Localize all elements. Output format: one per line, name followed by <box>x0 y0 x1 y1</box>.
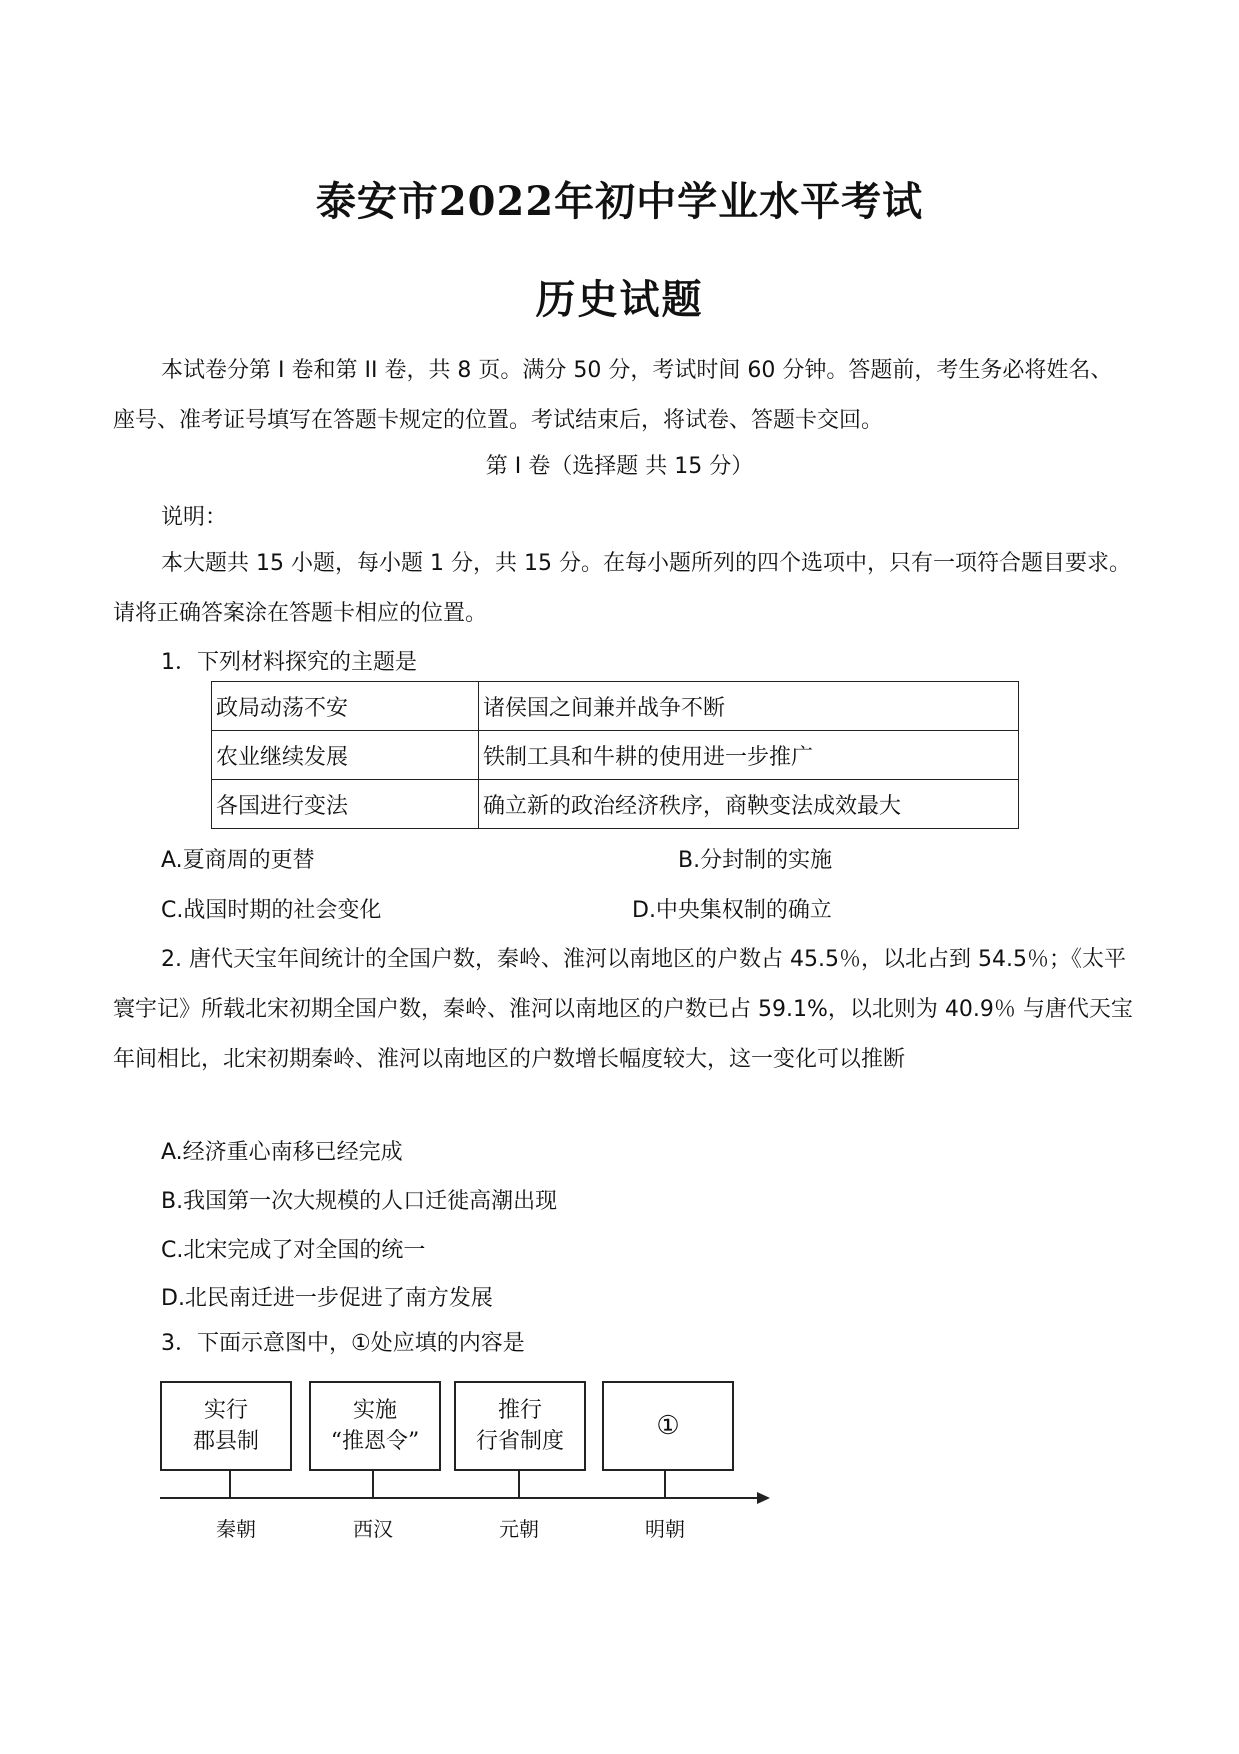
box-line: 实施 <box>352 1398 397 1423</box>
intro-text: 本试卷分第 I 卷和第 II 卷，共 8 页。满分 50 分，考试时间 60 分钟。答题前，考生务必将姓名、座号、准考证号填写在答题卡规定的位置。考试结束后，将试卷、答题卡交回。 <box>113 358 1113 433</box>
note-text: 本大题共 15 小题，每小题 1 分，共 15 分。在每小题所列的四个选项中，只有一项符合题目要求。请将正确答案涂在答题卡相应的位置。 <box>113 551 1131 626</box>
note-label: 说明： <box>161 505 228 530</box>
q2-stem: 2. 唐代天宝年间统计的全国户数，秦岭、淮河以南地区的户数占 45.5％，以北占到 54.5％；《太平寰宇记》所载北宋初期全国户数，秦岭、淮河以南地区的户数已占 59.1%，以北则为 40.9％ 与唐代天宝年间相比，北宋初期秦岭、淮河以南地区的户数增长幅度较大，这一变化可以推断 <box>113 947 1133 1072</box>
table-cell: 确立新的政治经济秩序，商鞅变法成效最大 <box>479 780 1019 829</box>
box-line: 行省制度 <box>475 1429 564 1454</box>
exam-subtitle: 历史试题 <box>535 276 704 323</box>
q3-timeline-diagram <box>152 1373 777 1553</box>
timeline-box-yuan <box>454 1381 586 1471</box>
section-title: 第 I 卷（选择题 共 15 分） <box>485 454 754 479</box>
box-line: 推行 <box>497 1398 542 1423</box>
q1-material-table <box>211 681 1019 829</box>
q3-stem: 3．下面示意图中，①处应填的内容是 <box>161 1331 525 1356</box>
timeline-label-yuan: 元朝 <box>499 1517 539 1541</box>
timeline-label-qin: 秦朝 <box>216 1517 256 1541</box>
q1-option-d: D.中央集权制的确立 <box>632 898 832 923</box>
note-paragraph <box>113 539 1133 639</box>
timeline-label-western-han: 西汉 <box>353 1517 393 1541</box>
table-row <box>212 682 1019 731</box>
q1-option-c: C.战国时期的社会变化 <box>161 898 382 923</box>
arrow-head-icon <box>757 1492 770 1504</box>
timeline-label-ming: 明朝 <box>645 1517 685 1541</box>
table-cell: 农业继续发展 <box>212 731 479 780</box>
box-line: 实行 <box>203 1398 248 1423</box>
table-cell: 各国进行变法 <box>212 780 479 829</box>
table-cell: 铁制工具和牛耕的使用进一步推广 <box>479 731 1019 780</box>
q2-option-d: D.北民南迁进一步促进了南方发展 <box>161 1286 493 1311</box>
table-row <box>212 780 1019 829</box>
box-line: ① <box>656 1410 680 1441</box>
timeline-box-western-han <box>309 1381 441 1471</box>
table-cell: 诸侯国之间兼并战争不断 <box>479 682 1019 731</box>
q1-stem: 1．下列材料探究的主题是 <box>161 650 417 675</box>
timeline-box-qin <box>160 1381 292 1471</box>
q2-option-c: C.北宋完成了对全国的统一 <box>161 1238 426 1263</box>
q1-option-a: A.夏商周的更替 <box>161 848 315 873</box>
q1-option-b: B.分封制的实施 <box>678 848 833 873</box>
box-line: 郡县制 <box>192 1429 259 1454</box>
q2-paragraph <box>113 935 1133 1085</box>
timeline-box-ming-blank <box>602 1381 734 1471</box>
q2-option-b: B.我国第一次大规模的人口迁徙高潮出现 <box>161 1189 558 1214</box>
exam-title: 泰安市2022年初中学业水平考试 <box>315 178 924 225</box>
table-row <box>212 731 1019 780</box>
intro-paragraph <box>113 346 1133 446</box>
q2-option-a: A.经济重心南移已经完成 <box>161 1140 403 1165</box>
table-cell: 政局动荡不安 <box>212 682 479 731</box>
box-line: “推恩令” <box>330 1429 420 1454</box>
